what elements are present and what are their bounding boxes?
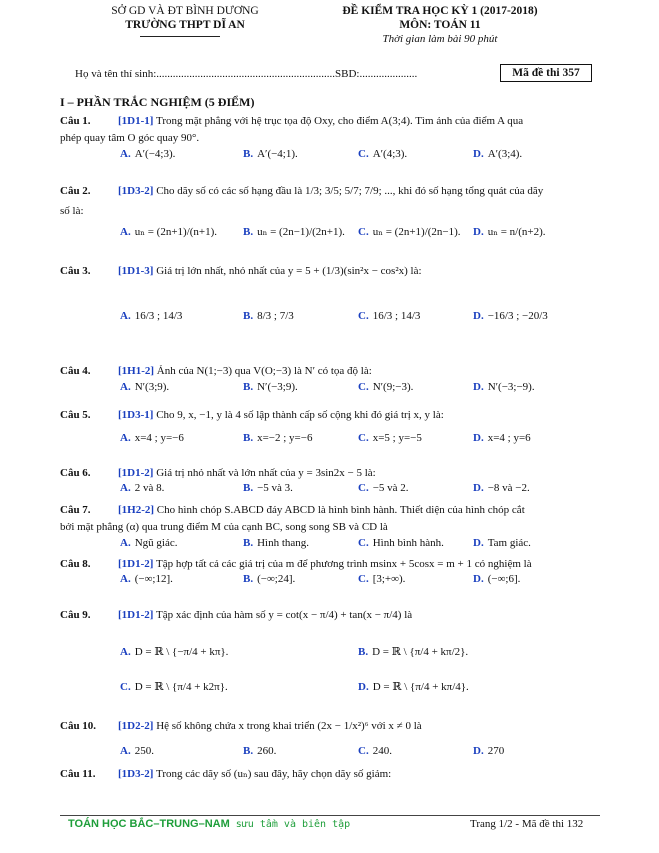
question-text: Cho dãy số có các số hạng đầu là 1/3; 3/5; 5/7; 7/9; ..., khi đó số hạng tổng quát của dãy — [153, 185, 544, 197]
option-a[interactable]: A. uₙ = (2n+1)/(n+1). — [120, 226, 218, 238]
exam-time: Thời gian làm bài 90 phút — [382, 33, 498, 45]
options-9-row2 — [60, 680, 600, 698]
question-number: Câu 9. — [60, 609, 91, 621]
option-a[interactable]: A. 16/3 ; 14/3 — [120, 310, 183, 322]
option-b[interactable]: B. D = ℝ \ {π/4 + kπ/2}. — [358, 646, 469, 658]
brand-subtitle: sưu tầm và biên tập — [229, 819, 351, 830]
options-8 — [60, 573, 600, 591]
option-c[interactable]: C. uₙ = (2n+1)/(2n−1). — [358, 226, 461, 238]
question-number: Câu 10. — [60, 720, 97, 732]
option-c[interactable]: C. D = ℝ \ {π/4 + k2π}. — [120, 681, 228, 693]
options-2 — [60, 225, 600, 243]
question-tag: [1D1-2] — [118, 467, 154, 479]
question-text: Hệ số không chứa x trong khai triển (2x − 1/x²)⁶ với x ≠ 0 là — [153, 720, 422, 732]
option-b[interactable]: B. x=−2 ; y=−6 — [243, 432, 313, 444]
option-b[interactable]: B. 260. — [243, 745, 277, 757]
question-number: Câu 3. — [60, 265, 91, 277]
question-1 — [60, 113, 600, 149]
exam-code-box: Mã đề thi 357 — [500, 64, 592, 82]
question-text-cont: số là: — [60, 205, 84, 217]
option-b[interactable]: B. −5 và 3. — [243, 482, 293, 494]
question-9 — [60, 607, 600, 627]
option-a[interactable]: A. D = ℝ \ {−π/4 + kπ}. — [120, 646, 229, 658]
option-b[interactable]: B. 8/3 ; 7/3 — [243, 310, 294, 322]
option-d[interactable]: D. A′(3;4). — [473, 148, 523, 160]
option-c[interactable]: C. N′(9;−3). — [358, 381, 414, 393]
option-d[interactable]: D. N′(−3;−9). — [473, 381, 535, 393]
question-11 — [60, 766, 600, 786]
option-d[interactable]: D. x=4 ; y=6 — [473, 432, 531, 444]
option-d[interactable]: D. D = ℝ \ {π/4 + kπ/4}. — [358, 681, 469, 693]
option-b[interactable]: B. N′(−3;9). — [243, 381, 298, 393]
question-number: Câu 2. — [60, 185, 91, 197]
question-text: Trong mặt phẳng với hệ trục tọa độ Oxy, cho điểm A(3;4). Tìm ảnh của điểm A qua — [153, 115, 524, 127]
question-text: Giá trị lớn nhất, nhỏ nhất của y = 5 + (1/3)(sin²x − cos²x) là: — [153, 265, 422, 277]
option-c[interactable]: C. Hình bình hành. — [358, 537, 444, 549]
question-tag: [1D1-2] — [118, 609, 154, 621]
header-right — [290, 4, 590, 46]
option-d[interactable]: D. −8 và −2. — [473, 482, 530, 494]
option-c[interactable]: C. −5 và 2. — [358, 482, 409, 494]
question-4 — [60, 363, 600, 383]
options-4 — [60, 381, 600, 399]
option-d[interactable]: D. Tam giác. — [473, 537, 531, 549]
option-a[interactable]: A. Ngũ giác. — [120, 537, 178, 549]
option-a[interactable]: A. 250. — [120, 745, 154, 757]
question-tag: [1D2-2] — [118, 720, 154, 732]
footer-divider — [60, 815, 600, 816]
option-c[interactable]: C. A′(4;3). — [358, 148, 408, 160]
options-5 — [60, 432, 600, 450]
question-text: Trong các dãy số (uₙ) sau đây, hãy chọn dãy số giảm: — [153, 768, 392, 780]
question-tag: [1H2-2] — [118, 504, 155, 516]
question-number: Câu 11. — [60, 768, 96, 780]
options-1 — [60, 148, 600, 166]
question-10 — [60, 718, 600, 738]
question-text: Cho hình chóp S.ABCD đáy ABCD là hình bình hành. Thiết diện của hình chóp cắt — [154, 504, 525, 516]
question-5 — [60, 407, 600, 427]
subject: MÔN: TOÁN 11 — [399, 19, 481, 31]
dept-name: SỞ GD VÀ ĐT BÌNH DƯƠNG — [111, 5, 259, 17]
option-d[interactable]: D. uₙ = n/(n+2). — [473, 226, 546, 238]
question-text: Ảnh của N(1;−3) qua V(O;−3) là N′ có tọa độ là: — [154, 365, 372, 377]
question-number: Câu 8. — [60, 558, 91, 570]
options-10 — [60, 745, 600, 763]
option-a[interactable]: A. A′(−4;3). — [120, 148, 176, 160]
question-number: Câu 4. — [60, 365, 91, 377]
option-c[interactable]: C. 16/3 ; 14/3 — [358, 310, 421, 322]
question-3 — [60, 263, 600, 283]
question-number: Câu 6. — [60, 467, 91, 479]
option-c[interactable]: C. x=5 ; y=−5 — [358, 432, 422, 444]
brand-name: TOÁN HỌC BẮC–TRUNG–NAM — [68, 818, 230, 830]
question-text-cont: bởi mặt phẳng (α) qua trung điểm M của cạnh BC, song song SB và CD là — [60, 521, 388, 533]
option-b[interactable]: B. Hình thang. — [243, 537, 310, 549]
option-d[interactable]: D. −16/3 ; −20/3 — [473, 310, 548, 322]
question-tag: [1D1-1] — [118, 115, 154, 127]
question-text: Giá trị nhỏ nhất và lớn nhất của y = 3sin2x − 5 là: — [153, 467, 376, 479]
question-tag: [1D3-2] — [118, 768, 154, 780]
question-tag: [1H1-2] — [118, 365, 155, 377]
question-2 — [60, 183, 600, 219]
option-b[interactable]: B. uₙ = (2n−1)/(2n+1). — [243, 226, 345, 238]
options-9-row1 — [60, 645, 600, 663]
question-tag: [1D1-3] — [118, 265, 154, 277]
question-number: Câu 1. — [60, 115, 91, 127]
option-c[interactable]: C. [3;+∞). — [358, 573, 406, 585]
school-name: TRƯỜNG THPT DĨ AN — [125, 19, 245, 31]
page-number: Trang 1/2 - Mã đề thi 132 — [470, 818, 584, 830]
option-c[interactable]: C. 240. — [358, 745, 392, 757]
option-a[interactable]: A. (−∞;12]. — [120, 573, 173, 585]
option-a[interactable]: A. N′(3;9). — [120, 381, 170, 393]
question-text: Tập hợp tất cả các giá trị của m để phương trình msinx + 5cosx = m + 1 có nghiệm là — [153, 558, 532, 570]
footer-brand — [68, 818, 350, 830]
exam-title: ĐỀ KIỂM TRA HỌC KỲ 1 (2017-2018) — [342, 5, 538, 17]
question-number: Câu 7. — [60, 504, 91, 516]
section-title: I – PHẦN TRẮC NGHIỆM (5 ĐIỂM) — [60, 95, 255, 109]
options-6 — [60, 482, 600, 500]
question-7 — [60, 502, 600, 538]
option-d[interactable]: D. (−∞;6]. — [473, 573, 521, 585]
question-text: Cho 9, x, −1, y là 4 số lập thành cấp số cộng khi đó giá trị x, y là: — [153, 409, 444, 421]
question-tag: [1D3-1] — [118, 409, 154, 421]
option-a[interactable]: A. 2 và 8. — [120, 482, 165, 494]
options-7 — [60, 537, 600, 555]
student-info-line: Họ và tên thí sinh:.................................................................SBD:..................... — [75, 68, 418, 80]
question-number: Câu 5. — [60, 409, 91, 421]
header-divider — [140, 36, 220, 37]
option-a[interactable]: A. x=4 ; y=−6 — [120, 432, 184, 444]
question-tag: [1D3-2] — [118, 185, 154, 197]
question-text-cont: phép quay tâm O góc quay 90°. — [60, 132, 200, 144]
option-b[interactable]: B. (−∞;24]. — [243, 573, 296, 585]
question-text: Tập xác định của hàm số y = cot(x − π/4) + tan(x − π/4) là — [153, 609, 413, 621]
options-3 — [60, 310, 600, 328]
option-b[interactable]: B. A′(−4;1). — [243, 148, 298, 160]
header-left — [60, 4, 310, 32]
option-d[interactable]: D. 270 — [473, 745, 505, 757]
question-tag: [1D1-2] — [118, 558, 154, 570]
